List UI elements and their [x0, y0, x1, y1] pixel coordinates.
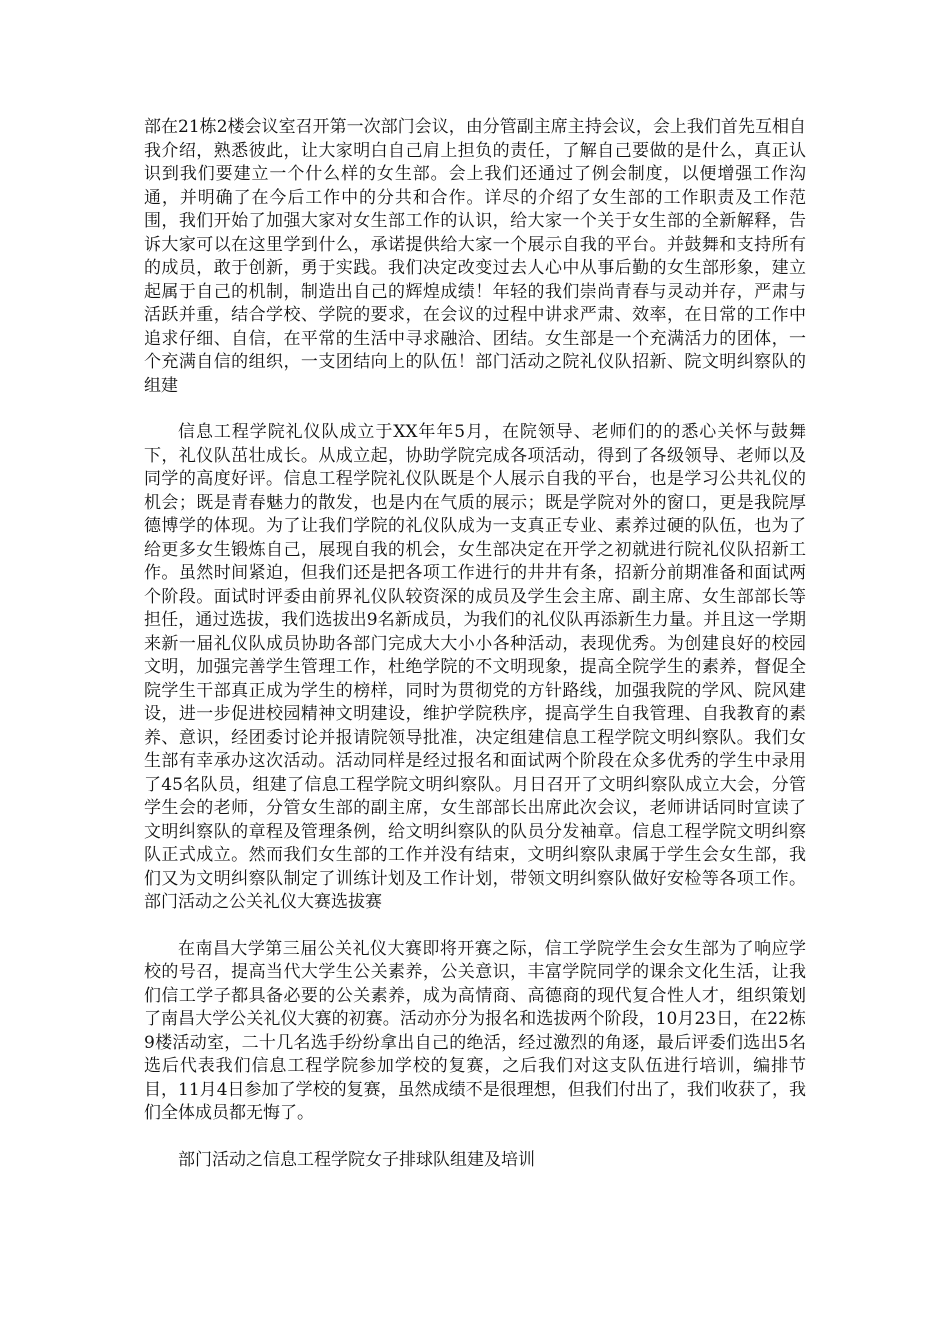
paragraph-etiquette-contest: 在南昌大学第三届公关礼仪大赛即将开赛之际，信工学院学生会女生部为了响应学校的号召，提高当代大学生公关素养，公关意识，丰富学院同学的课余文化生活，让我们信工学子都具备必要的公关素养，成为高情商、高德商的现代复合性人才，组织策划了南昌大学公关礼仪大赛的初赛。活动亦分为报名和选拔两个阶段，10月23日，在22栋9楼活动室，二十几名选手纷纷拿出自己的绝活，经过激烈的角逐，最后评委们选出5名选后代表我们信息工程学院参加学校的复赛，之后我们对这支队伍进行培训，编排节目，11月4日参加了学校的复赛，虽然成绩不是很理想，但我们付出了，我们收获了，我们全体成员都无悔了。	[144, 938, 806, 1123]
paragraph-volleyball-heading: 部门活动之信息工程学院女子排球队组建及培训	[178, 1149, 535, 1170]
paragraph-meeting: 部在21栋2楼会议室召开第一次部门会议，由分管副主席主持会议，会上我们首先互相自我介绍，熟悉彼此，让大家明白自己肩上担负的责任，了解自己要做的是什么，真正认识到我们要建立一个什么样的女生部。会上我们还通过了例会制度，以便增强工作沟通，并明确了在今后工作中的分共和合作。详尽的介绍了女生部的工作职责及工作范围，我们开始了加强大家对女生部工作的认识，给大家一个关于女生部的全新解释，告诉大家可以在这里学到什么，承诺提供给大家一个展示自我的平台。并鼓舞和支持所有的成员，敢于创新，勇于实践。我们决定改变过去人心中从事后勤的女生部形象，建立起属于自己的机制，制造出自己的辉煌成绩！年轻的我们崇尚青春与灵动并存，严肃与活跃并重，结合学校、学院的要求，在会议的过程中讲求严肃、效率，在日常的工作中追求仔细、自信，在平常的生活中寻求融洽、团结。女生部是一个充满活力的团体，一个充满自信的组织，一支团结向上的队伍！部门活动之院礼仪队招新、院文明纠察队的组建	[144, 117, 806, 396]
paragraph-etiquette-team: 信息工程学院礼仪队成立于XX年年5月，在院领导、老师们的的悉心关怀与鼓舞下，礼仪队茁壮成长。从成立起，协助学院完成各项活动，得到了各级领导、老师以及同学的高度好评。信息工程学院礼仪队既是个人展示自我的平台，也是学习公共礼仪的机会；既是青春魅力的散发，也是内在气质的展示；既是学院对外的窗口，更是我院厚德博学的体现。为了让我们学院的礼仪队成为一支真正专业、素养过硬的队伍，也为了给更多女生锻炼自己，展现自我的机会，女生部决定在开学之初就进行院礼仪队招新工作。虽然时间紧迫，但我们还是把各项工作进行的井井有条，招新分前期准备和面试两个阶段。面试时评委由前界礼仪队较资深的成员及学生会主席、副主席、女生部部长等担任，通过选拔，我们选拔出9名新成员，为我们的礼仪队再添新生力量。并且这一学期来新一届礼仪队成员协助各部门完成大大小小各种活动，表现优秀。为创建良好的校园文明，加强完善学生管理工作，杜绝学院的不文明现象，提高全院学生的素养，督促全院学生干部真正成为学生的榜样，同时为贯彻党的方针路线，加强我院的学风、院风建设，进一步促进校园精神文明建设，维护学院秩序，提高学生自我管理、自我教育的素养、意识，经团委讨论并报请院领导批准，决定组建信息工程学院文明纠察队。我们女生部有幸承办这次活动。活动同样是经过报名和面试两个阶段在众多优秀的学生中录用了45名队员，组建了信息工程学院文明纠察队。月日召开了文明纠察队成立大会，分管学生会的老师，分管女生部的副主席，女生部部长出席此次会议，老师讲话同时宣读了文明纠察队的章程及管理条例，给文明纠察队的队员分发袖章。信息工程学院文明纠察队正式成立。然而我们女生部的工作并没有结束，文明纠察队隶属于学生会女生部，我们又为文明纠察队制定了训练计划及工作计划，带领文明纠察队做好安检等各项工作。部门活动之公关礼仪大赛选拔赛	[144, 422, 806, 912]
document-body	[144, 116, 806, 1195]
